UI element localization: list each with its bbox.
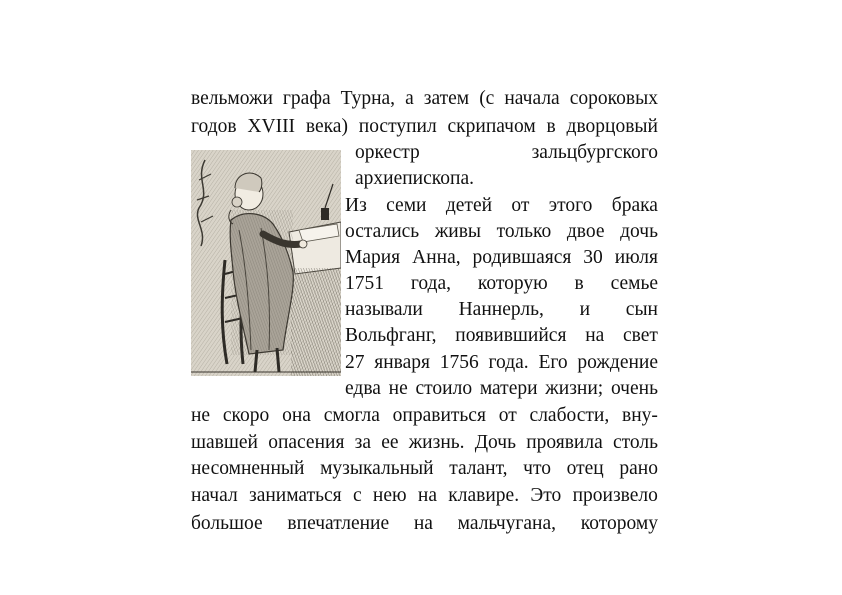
text-word: поступил xyxy=(358,116,437,137)
text-word: музыкальный xyxy=(320,458,434,479)
text-word: несомненный xyxy=(191,458,305,479)
text-word: заниматься xyxy=(249,485,342,506)
text-word: нею xyxy=(372,485,407,506)
engraving-portrait-icon xyxy=(191,150,341,376)
text-word: появившийся xyxy=(455,325,567,346)
text-word: в xyxy=(574,273,584,294)
text-word: смогла xyxy=(323,405,380,426)
text-word: начала xyxy=(504,88,560,109)
text-word: только xyxy=(496,221,552,242)
text-word: графа xyxy=(282,88,331,109)
text-line xyxy=(345,219,658,245)
text-word: Наннерль, xyxy=(458,299,544,320)
text-word: на xyxy=(417,485,437,506)
text-word: Турна, xyxy=(340,88,396,109)
text-line xyxy=(355,140,658,166)
text-line xyxy=(345,193,658,219)
text-word: в xyxy=(546,116,556,137)
text-word: года, xyxy=(410,273,451,294)
text-word: зальцбургского xyxy=(531,142,658,163)
text-word: столь xyxy=(612,432,658,453)
text-line xyxy=(191,403,658,429)
text-word: жизнь. xyxy=(408,432,465,453)
text-word: сороковых xyxy=(569,88,658,109)
text-line xyxy=(191,483,658,509)
text-word: 30 xyxy=(583,247,603,268)
text-line xyxy=(191,430,658,456)
text-word: детей xyxy=(445,195,493,216)
text-word: января xyxy=(374,352,430,373)
text-word: которую xyxy=(477,273,548,294)
text-word: мальчугана, xyxy=(457,513,557,534)
text-word: (с xyxy=(479,88,495,109)
text-word: клавире. xyxy=(448,485,520,506)
text-word: едва xyxy=(345,378,381,399)
text-word: с xyxy=(352,485,362,506)
text-word: родившаяся xyxy=(472,247,572,268)
text-word: Анна, xyxy=(412,247,461,268)
text-word: XVIII xyxy=(247,116,296,137)
text-word: рождение xyxy=(577,352,658,373)
text-word: двое xyxy=(566,221,605,242)
text-word: от xyxy=(511,195,530,216)
text-word: что xyxy=(523,458,551,479)
text-word: года. xyxy=(488,352,529,373)
text-line xyxy=(345,376,658,402)
text-word: которому xyxy=(580,513,658,534)
text-line xyxy=(355,166,658,192)
text-word: свет xyxy=(623,325,658,346)
text-word: этого xyxy=(548,195,593,216)
text-word: впечатление xyxy=(287,513,390,534)
text-word: дочь xyxy=(620,221,658,242)
text-word: вельможи xyxy=(191,88,273,109)
text-word: на xyxy=(585,325,605,346)
text-word: вну- xyxy=(622,405,658,426)
text-word: архиепископа. xyxy=(355,168,474,189)
text-word: рано xyxy=(619,458,658,479)
text-word: не xyxy=(191,405,211,426)
text-word: 1756 xyxy=(439,352,479,373)
text-word: начал xyxy=(191,485,238,506)
text-word: не xyxy=(388,378,408,399)
text-word: дворцовый xyxy=(566,116,658,137)
text-word: Мария xyxy=(345,247,401,268)
text-word: и xyxy=(579,299,591,320)
text-word: называли xyxy=(345,299,423,320)
text-word: она xyxy=(282,405,311,426)
text-word: семи xyxy=(386,195,427,216)
text-word: сын xyxy=(625,299,658,320)
text-word: а xyxy=(405,88,414,109)
text-line xyxy=(345,350,658,376)
text-word: талант, xyxy=(449,458,508,479)
text-word: затем xyxy=(423,88,470,109)
text-line xyxy=(191,456,658,482)
text-line xyxy=(345,245,658,271)
portrait-image xyxy=(191,150,341,376)
text-word: оправиться xyxy=(392,405,486,426)
text-word: матери xyxy=(479,378,538,399)
text-word: 27 xyxy=(345,352,365,373)
text-word: произвело xyxy=(572,485,658,506)
text-word: живы xyxy=(434,221,482,242)
text-word: слабости, xyxy=(529,405,610,426)
text-word: отец xyxy=(566,458,604,479)
text-line xyxy=(345,297,658,323)
text-word: семье xyxy=(610,273,658,294)
text-word: стоило xyxy=(415,378,473,399)
text-word: на xyxy=(413,513,433,534)
text-word: оркестр xyxy=(355,142,420,163)
text-word: Дочь xyxy=(474,432,516,453)
text-word: очень xyxy=(610,378,658,399)
text-word: Его xyxy=(538,352,568,373)
text-word: проявила xyxy=(526,432,603,453)
text-line xyxy=(191,86,658,112)
text-word: Это xyxy=(530,485,562,506)
text-word: июля xyxy=(614,247,658,268)
text-word: скоро xyxy=(222,405,270,426)
text-word: скрипачом xyxy=(447,116,536,137)
text-word: ее xyxy=(381,432,399,453)
text-word: жизни; xyxy=(545,378,604,399)
text-word: остались xyxy=(345,221,420,242)
text-line xyxy=(191,114,658,140)
text-word: века) xyxy=(305,116,348,137)
text-word: Вольфганг, xyxy=(345,325,437,346)
text-line xyxy=(345,323,658,349)
text-word: большое xyxy=(191,513,263,534)
text-word: за xyxy=(354,432,371,453)
text-word: шавшей xyxy=(191,432,258,453)
text-word: 1751 xyxy=(345,273,384,294)
text-word: брака xyxy=(611,195,658,216)
text-word: годов xyxy=(191,116,237,137)
text-word: опасения xyxy=(268,432,345,453)
text-line xyxy=(345,271,658,297)
text-line xyxy=(191,511,658,537)
text-word: Из xyxy=(345,195,367,216)
text-word: от xyxy=(498,405,517,426)
